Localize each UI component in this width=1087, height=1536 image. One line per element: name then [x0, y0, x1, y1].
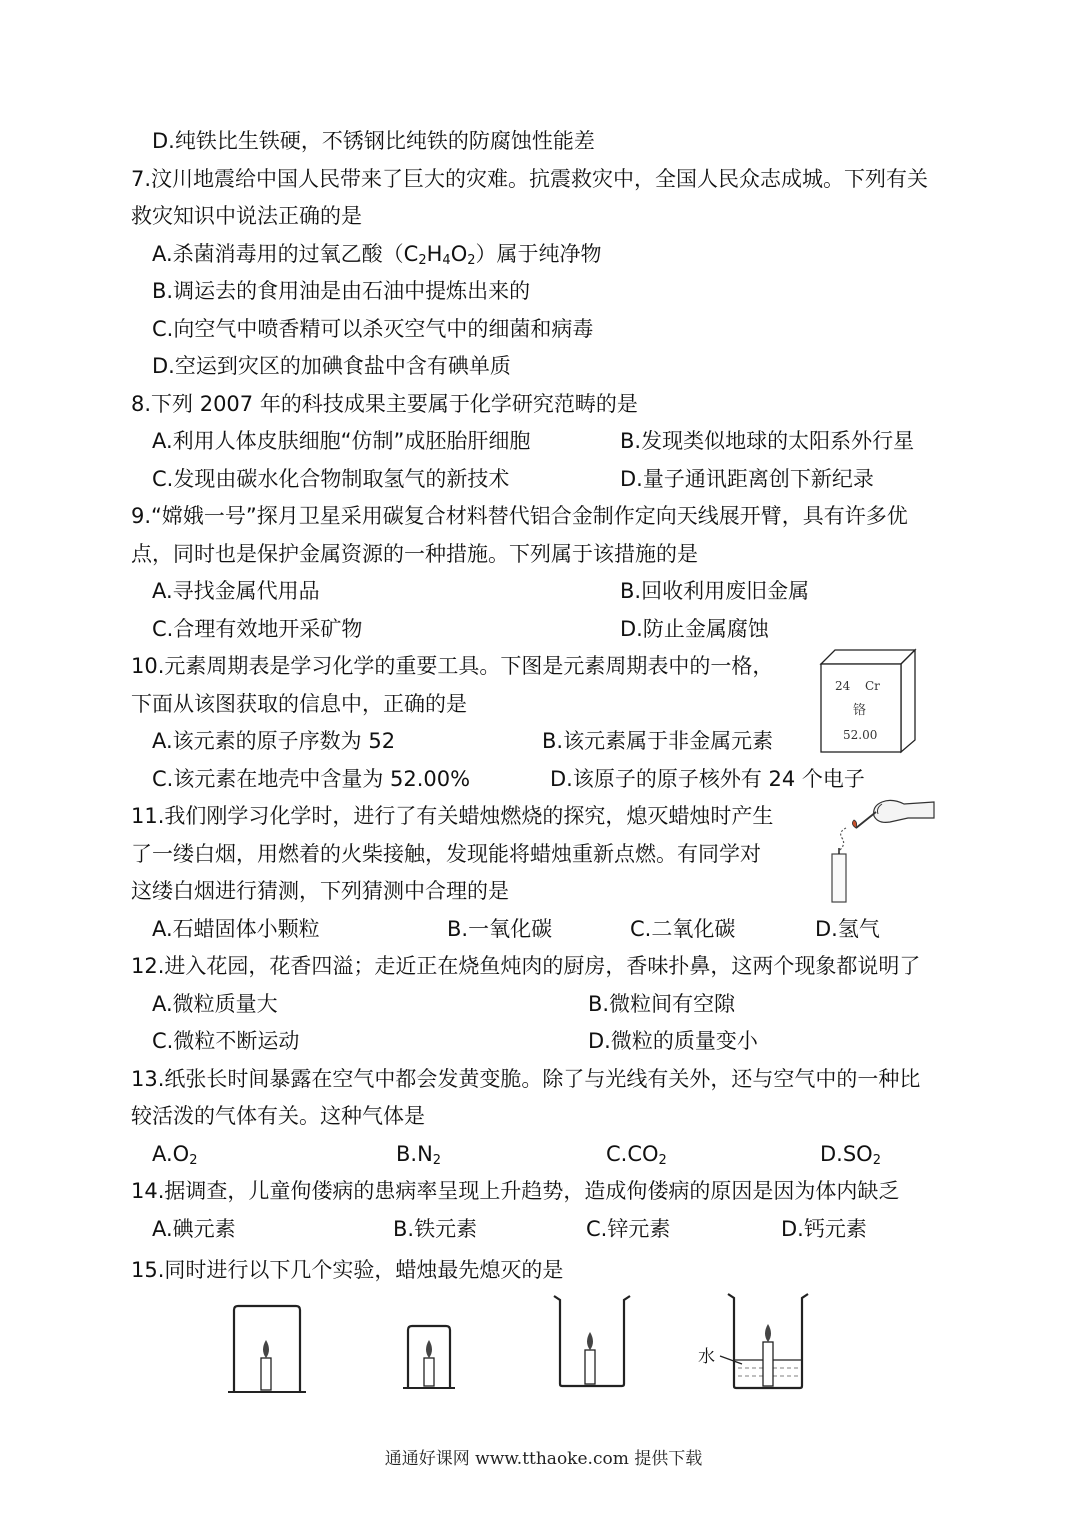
candle-relighting-figure [822, 794, 938, 906]
q12-option-d: D.微粒的质量变小 [588, 1029, 758, 1053]
q8-option-a: A.利用人体皮肤细胞“仿制”成胚胎肝细胞 [152, 429, 531, 453]
q14-option-c: C.锌元素 [586, 1217, 671, 1241]
q14-option-a: A.碘元素 [152, 1217, 236, 1241]
water-label: 水 [698, 1347, 715, 1367]
q10-option-b: B.该元素属于非金属元素 [542, 729, 774, 753]
q10-option-a: A.该元素的原子序数为 52 [152, 729, 396, 753]
q11-option-c: C.二氧化碳 [630, 917, 736, 941]
q9-option-a: A.寻找金属代用品 [152, 579, 320, 603]
q12-option-b: B.微粒间有空隙 [588, 992, 736, 1016]
q7-option-a: A.杀菌消毒用的过氧乙酸$(C_2H_4O_2)$属于纯净物 [152, 242, 602, 268]
q10-option-c: C.该元素在地壳中含量为 52.00% [152, 767, 471, 791]
cell-atomic-number: 24 [835, 679, 851, 693]
experiment-d-beaker-with-water [698, 1288, 818, 1392]
q7-stem-line2: 救灾知识中说法正确的是 [131, 204, 362, 228]
q12-option-a: A.微粒质量大 [152, 992, 278, 1016]
q12-option-c: C.微粒不断运动 [152, 1029, 300, 1053]
cell-symbol: Cr [865, 679, 880, 693]
q15-stem: 15.同时进行以下几个实验，蜡烛最先熄灭的是 [131, 1258, 564, 1282]
q10-stem-line1: 10.元素周期表是学习化学的重要工具。下图是元素周期表中的一格， [131, 654, 774, 678]
q14-option-d: D.钙元素 [781, 1217, 867, 1241]
q7-option-c: C.向空气中喷香精可以杀灭空气中的细菌和病毒 [152, 317, 594, 341]
q10-stem-line2: 下面从该图获取的信息中，正确的是 [131, 692, 467, 716]
q8-option-b: B.发现类似地球的太阳系外行星 [620, 429, 915, 453]
q11-option-d: D.氢气 [815, 917, 880, 941]
q7-stem-line1: 7.汶川地震给中国人民带来了巨大的灾难。抗震救灾中，全国人民众志成城。下列有关 [131, 167, 929, 191]
q13-stem-line2: 较活泼的气体有关。这种气体是 [131, 1104, 425, 1128]
q9-option-d: D.防止金属腐蚀 [620, 617, 769, 641]
experiment-b-small-inverted-jar [402, 1322, 456, 1392]
q13-option-c: $C.CO_2$ [606, 1142, 667, 1168]
q11-stem-line1: 11.我们刚学习化学时，进行了有关蜡烛燃烧的探究，熄灭蜡烛时产生 [131, 804, 774, 828]
experiment-c-open-beaker [552, 1292, 632, 1390]
q9-option-b: B.回收利用废旧金属 [620, 579, 810, 603]
q12-stem: 12.进入花园，花香四溢；走近正在烧鱼炖肉的厨房，香味扑鼻，这两个现象都说明了 [131, 954, 921, 978]
q13-option-d: $D.SO_2$ [820, 1142, 881, 1168]
q13-stem-line1: 13.纸张长时间暴露在空气中都会发黄变脆。除了与光线有关外，还与空气中的一种比 [131, 1067, 921, 1091]
q13-option-b: $B.N_2$ [396, 1142, 442, 1168]
q14-option-b: B.铁元素 [393, 1217, 478, 1241]
q11-stem-line3: 这缕白烟进行猜测，下列猜测中合理的是 [131, 879, 509, 903]
q10-option-d: D.该原子的原子核外有 24 个电子 [550, 767, 865, 791]
q7-option-d: D.空运到灾区的加碘食盐中含有碘单质 [152, 354, 511, 378]
page-footer: 通通好课网 www.tthaoke.com 提供下载 [384, 1449, 703, 1469]
q6-option-d: D.纯铁比生铁硬，不锈钢比纯铁的防腐蚀性能差 [152, 129, 595, 153]
q11-stem-line2: 了一缕白烟，用燃着的火柴接触，发现能将蜡烛重新点燃。有同学对 [131, 842, 761, 866]
q11-option-a: A.石蜡固体小颗粒 [152, 917, 320, 941]
q8-option-c: C.发现由碳水化合物制取氢气的新技术 [152, 467, 510, 491]
q13-option-a: $A.O_2$ [152, 1142, 198, 1168]
cell-atomic-mass: 52.00 [843, 728, 878, 742]
q11-option-b: B.一氧化碳 [447, 917, 553, 941]
q14-stem: 14.据调查，儿童佝偻病的患病率呈现上升趋势，造成佝偻病的原因是因为体内缺乏 [131, 1179, 900, 1203]
cell-element-name: 铬 [853, 703, 867, 718]
periodic-table-cell-figure [815, 646, 921, 756]
q7-option-b: B.调运去的食用油是由石油中提炼出来的 [152, 279, 531, 303]
q9-stem-line2: 点，同时也是保护金属资源的一种措施。下列属于该措施的是 [131, 542, 698, 566]
q8-option-d: D.量子通讯距离创下新纪录 [620, 467, 874, 491]
q8-stem: 8.下列 2007 年的科技成果主要属于化学研究范畴的是 [131, 392, 638, 416]
q9-option-c: C.合理有效地开采矿物 [152, 617, 363, 641]
experiment-a-large-inverted-jar [226, 1300, 308, 1396]
q9-stem-line1: 9.“嫦娥一号”探月卫星采用碳复合材料替代铝合金制作定向天线展开臂，具有许多优 [131, 504, 908, 528]
